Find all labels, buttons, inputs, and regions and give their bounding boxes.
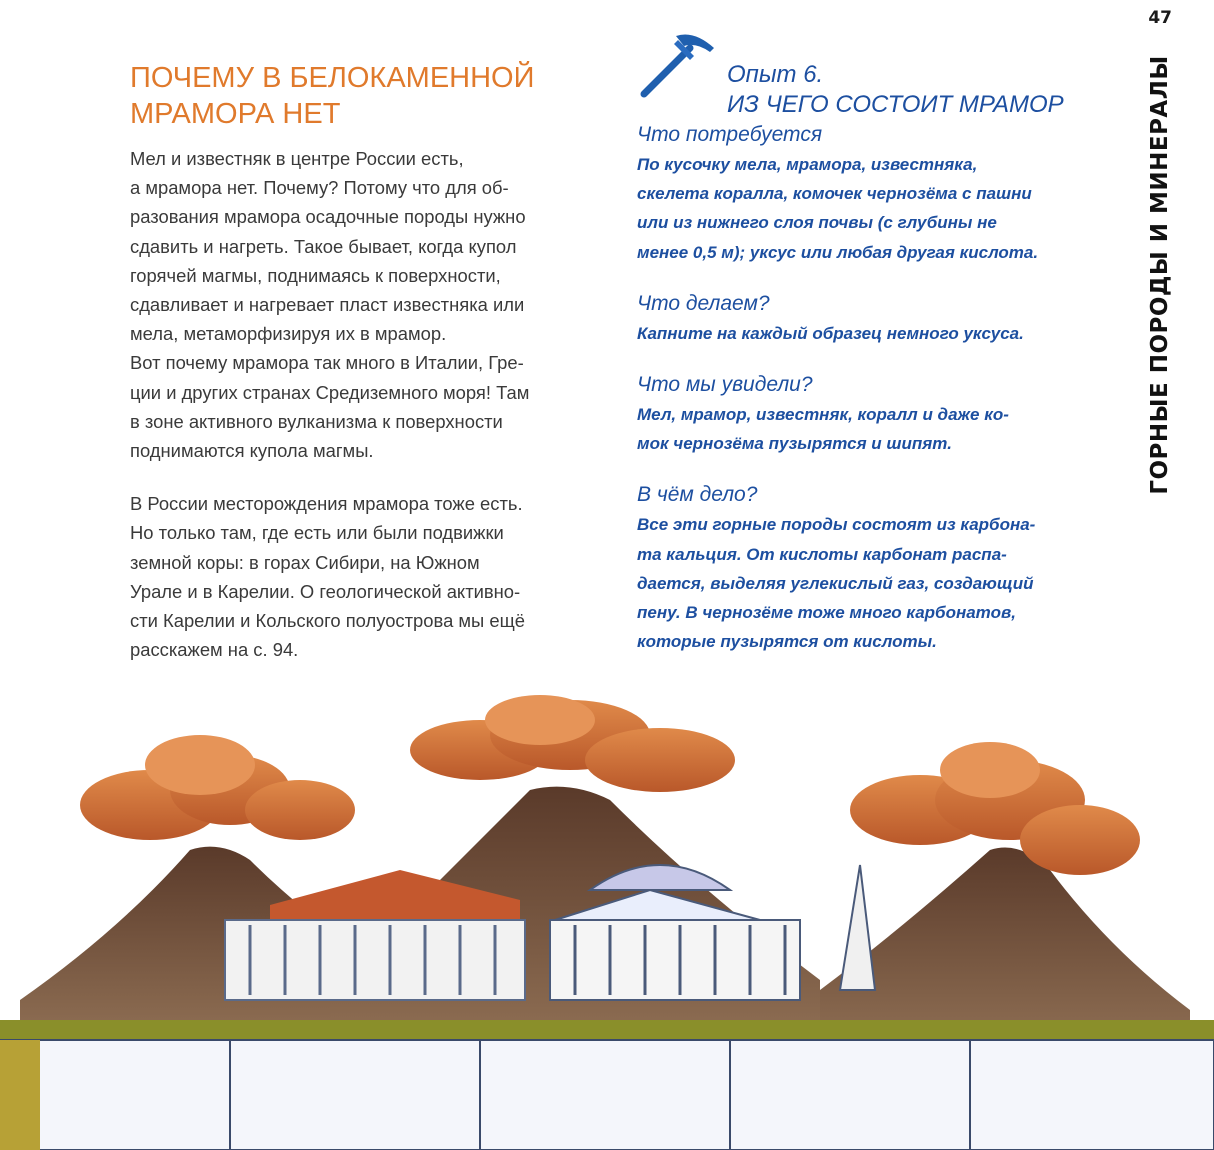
section-text — [637, 150, 1107, 267]
text-line: поднимаются купола магмы. — [130, 440, 374, 462]
left-column — [130, 60, 590, 664]
left-paragraph-2 — [130, 489, 590, 664]
text-line: разования мрамора осадочные породы нужно — [130, 206, 526, 228]
text-line: Капните на каждый образец немного уксуса. — [637, 323, 1024, 343]
experiment-title — [727, 60, 1107, 120]
text-line: мела, метаморфизируя их в мрамор. — [130, 323, 447, 345]
experiment-section-actions — [637, 289, 1107, 348]
text-line: менее 0,5 м); уксус или любая другая кислота. — [637, 242, 1039, 262]
left-title-line: МРАМОРА НЕТ — [130, 98, 341, 130]
text-line: которые пузырятся от кислоты. — [637, 632, 937, 652]
text-line: Мел, мрамор, известняк, коралл и даже ко- — [637, 405, 1009, 425]
marble-blocks — [0, 1040, 1214, 1150]
mountain-right — [820, 848, 1190, 1031]
experiment-title-line: ИЗ ЧЕГО СОСТОИТ МРАМОР — [727, 91, 1064, 118]
left-paragraph-1 — [130, 144, 590, 465]
temple-right — [550, 865, 875, 1000]
section-text — [637, 510, 1107, 656]
text-line: сдавливает и нагревает пласт известняка или — [130, 294, 525, 316]
section-heading: В чём дело? — [637, 483, 758, 507]
text-line: дается, выделяя углекислый газ, создающий — [637, 573, 1034, 593]
left-title-line: ПОЧЕМУ В БЕЛОКАМЕННОЙ — [130, 62, 535, 94]
section-text — [637, 400, 1107, 458]
text-line: сдавить и нагреть. Такое бывает, когда купол — [130, 235, 517, 257]
side-title-container — [1120, 55, 1200, 495]
text-line: Мел и известняк в центре России есть, — [130, 148, 464, 169]
text-line: скелета коралла, комочек чернозёма с пашни — [637, 184, 1032, 204]
section-heading: Что делаем? — [637, 291, 770, 315]
text-line: Вот почему мрамора так много в Италии, Гре- — [130, 352, 524, 374]
smoke-cloud-center — [410, 695, 735, 792]
experiment-section-explanation — [637, 480, 1107, 656]
text-line: а мрамора нет. Почему? Потому что для об- — [130, 177, 509, 199]
experiment-column — [637, 60, 1107, 656]
text-line: горячей магмы, поднимаясь к поверхности, — [130, 264, 501, 286]
section-heading: Что мы увидели? — [637, 373, 813, 397]
text-line: сти Карелии и Кольского полуострова мы ещё — [130, 610, 525, 632]
text-line: та кальция. От кислоты карбонат распа- — [637, 544, 1007, 564]
text-line: Все эти горные породы состоят из карбона- — [637, 515, 1036, 535]
text-line: пену. В чернозёме тоже много карбонатов, — [637, 603, 1016, 623]
text-line: По кусочку мела, мрамора, известняка, — [637, 155, 978, 174]
volcano-illustration — [0, 690, 1214, 1150]
text-line: мок чернозёма пузырятся и шипят. — [637, 434, 952, 454]
text-line: земной коры: в горах Сибири, на Южном — [130, 551, 480, 573]
grass-strip — [0, 1020, 1214, 1040]
experiment-section-observations — [637, 370, 1107, 458]
text-line: в зоне активного вулканизма к поверхности — [130, 410, 503, 432]
text-line: В России месторождения мрамора тоже есть. — [130, 493, 523, 515]
section-text — [637, 319, 1107, 348]
text-line: Урале и в Карелии. О геологической активно- — [130, 580, 521, 602]
side-chapter-title: ГОРНЫЕ ПОРОДЫ И МИНЕРАЛЫ — [1147, 55, 1173, 495]
section-heading: Что потребуется — [637, 123, 823, 146]
experiment-section-materials — [637, 120, 1107, 267]
text-line: или из нижнего слоя почвы (с глубины не — [637, 213, 997, 233]
left-title — [130, 60, 590, 132]
experiment-title-line: Опыт 6. — [727, 61, 824, 88]
text-line: расскажем на с. 94. — [130, 639, 299, 661]
smoke-cloud-left — [80, 735, 355, 840]
page-number: 47 — [1148, 8, 1172, 28]
text-line: ции и других странах Средиземного моря! Там — [130, 381, 530, 403]
text-line: Но только там, где есть или были подвижки — [130, 522, 504, 544]
